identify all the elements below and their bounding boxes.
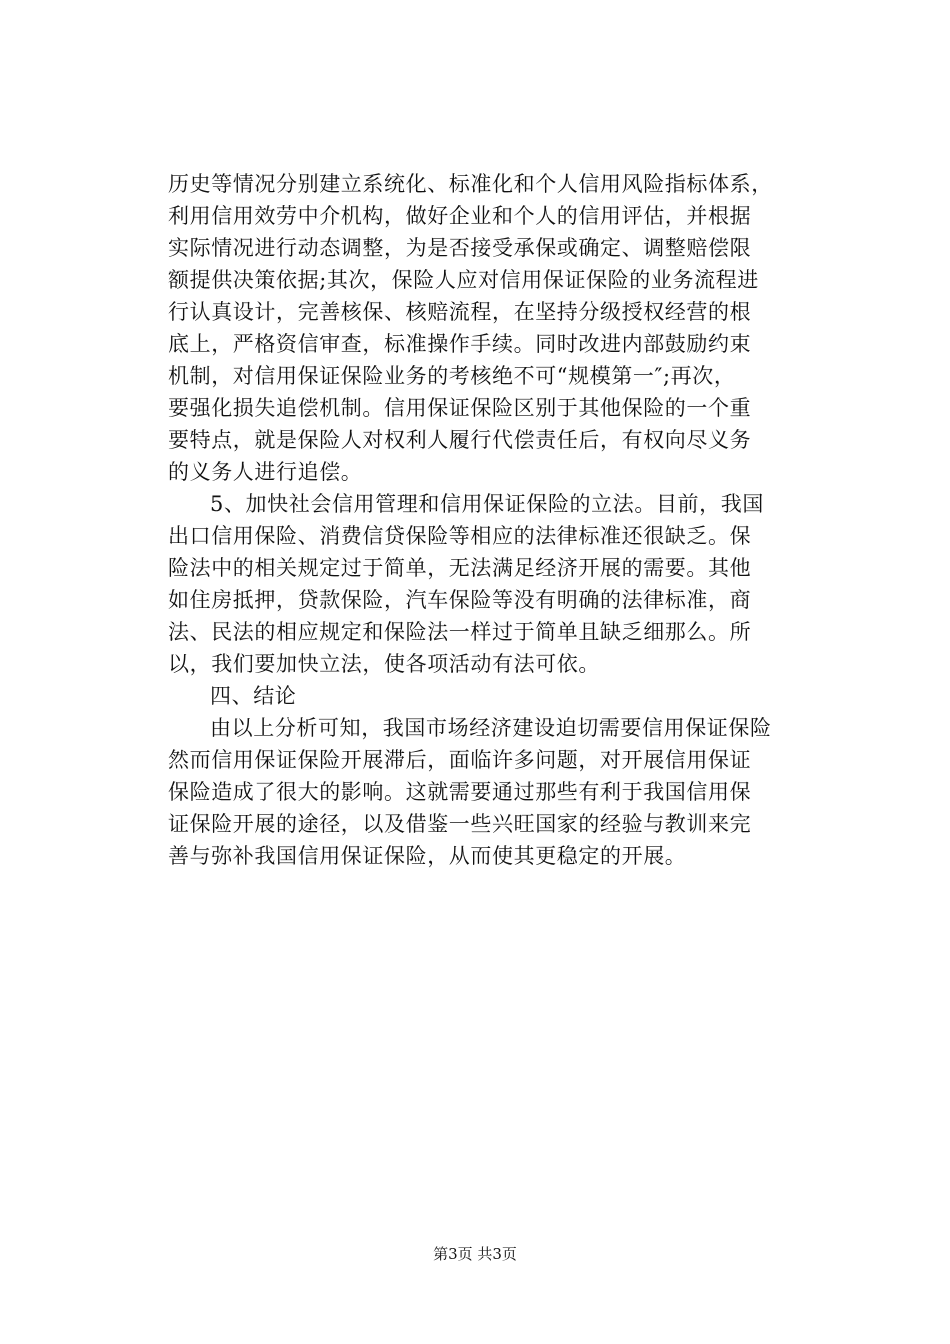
text-line: 额提供决策依据;其次，保险人应对信用保证保险的业务流程进 <box>168 268 759 292</box>
text-line: 险法中的相关规定过于简单，无法满足经济开展的需要。其他 <box>168 556 752 580</box>
text-line: 以，我们要加快立法，使各项活动有法可依。 <box>168 652 600 676</box>
text-line: 历史等情况分别建立系统化、标准化和个人信用风险指标体系， <box>168 172 773 196</box>
text-line: 底上，严格资信审查，标准操作手续。同时改进内部鼓励约束 <box>168 332 752 356</box>
text-line: 由以上分析可知，我国市场经济建设迫切需要信用保证保险 <box>210 716 772 740</box>
section-heading: 四、结论 <box>210 684 297 708</box>
text-line: 如住房抵押，贷款保险，汽车保险等没有明确的法律标准，商 <box>168 588 752 612</box>
text-line: 利用信用效劳中介机构，做好企业和个人的信用评估，并根据 <box>168 204 752 228</box>
page-footer <box>0 1244 950 1264</box>
section-heading-conclusion <box>168 680 788 712</box>
paragraph-conclusion <box>168 712 788 872</box>
text-line: 出口信用保险、消费信贷保险等相应的法律标准还很缺乏。保 <box>168 524 752 548</box>
text-line: 行认真设计，完善核保、核赔流程，在坚持分级授权经营的根 <box>168 300 752 324</box>
paragraph-legislation <box>168 488 788 680</box>
page-number-label: 第3页 共3页 <box>433 1245 517 1263</box>
paragraph-continued <box>168 168 788 488</box>
text-line: 然而信用保证保险开展滞后，面临许多问题，对开展信用保证 <box>168 748 752 772</box>
document-body <box>168 168 788 872</box>
text-line: 要特点，就是保险人对权利人履行代偿责任后，有权向尽义务 <box>168 428 752 452</box>
text-line: 5、加快社会信用管理和信用保证保险的立法。目前，我国 <box>210 492 764 516</box>
text-line: 要强化损失追偿机制。信用保证保险区别于其他保险的一个重 <box>168 396 752 420</box>
text-line: 证保险开展的途径，以及借鉴一些兴旺国家的经验与教训来完 <box>168 812 752 836</box>
text-line: 法、民法的相应规定和保险法一样过于简单且缺乏细那么。所 <box>168 620 752 644</box>
text-line: 善与弥补我国信用保证保险，从而使其更稳定的开展。 <box>168 844 687 868</box>
text-line: 的义务人进行追偿。 <box>168 460 363 484</box>
text-line: 保险造成了很大的影响。这就需要通过那些有利于我国信用保 <box>168 780 752 804</box>
text-line: 实际情况进行动态调整，为是否接受承保或确定、调整赔偿限 <box>168 236 752 260</box>
text-line: 机制，对信用保证保险业务的考核绝不可“规模第一″;再次， <box>168 364 736 388</box>
